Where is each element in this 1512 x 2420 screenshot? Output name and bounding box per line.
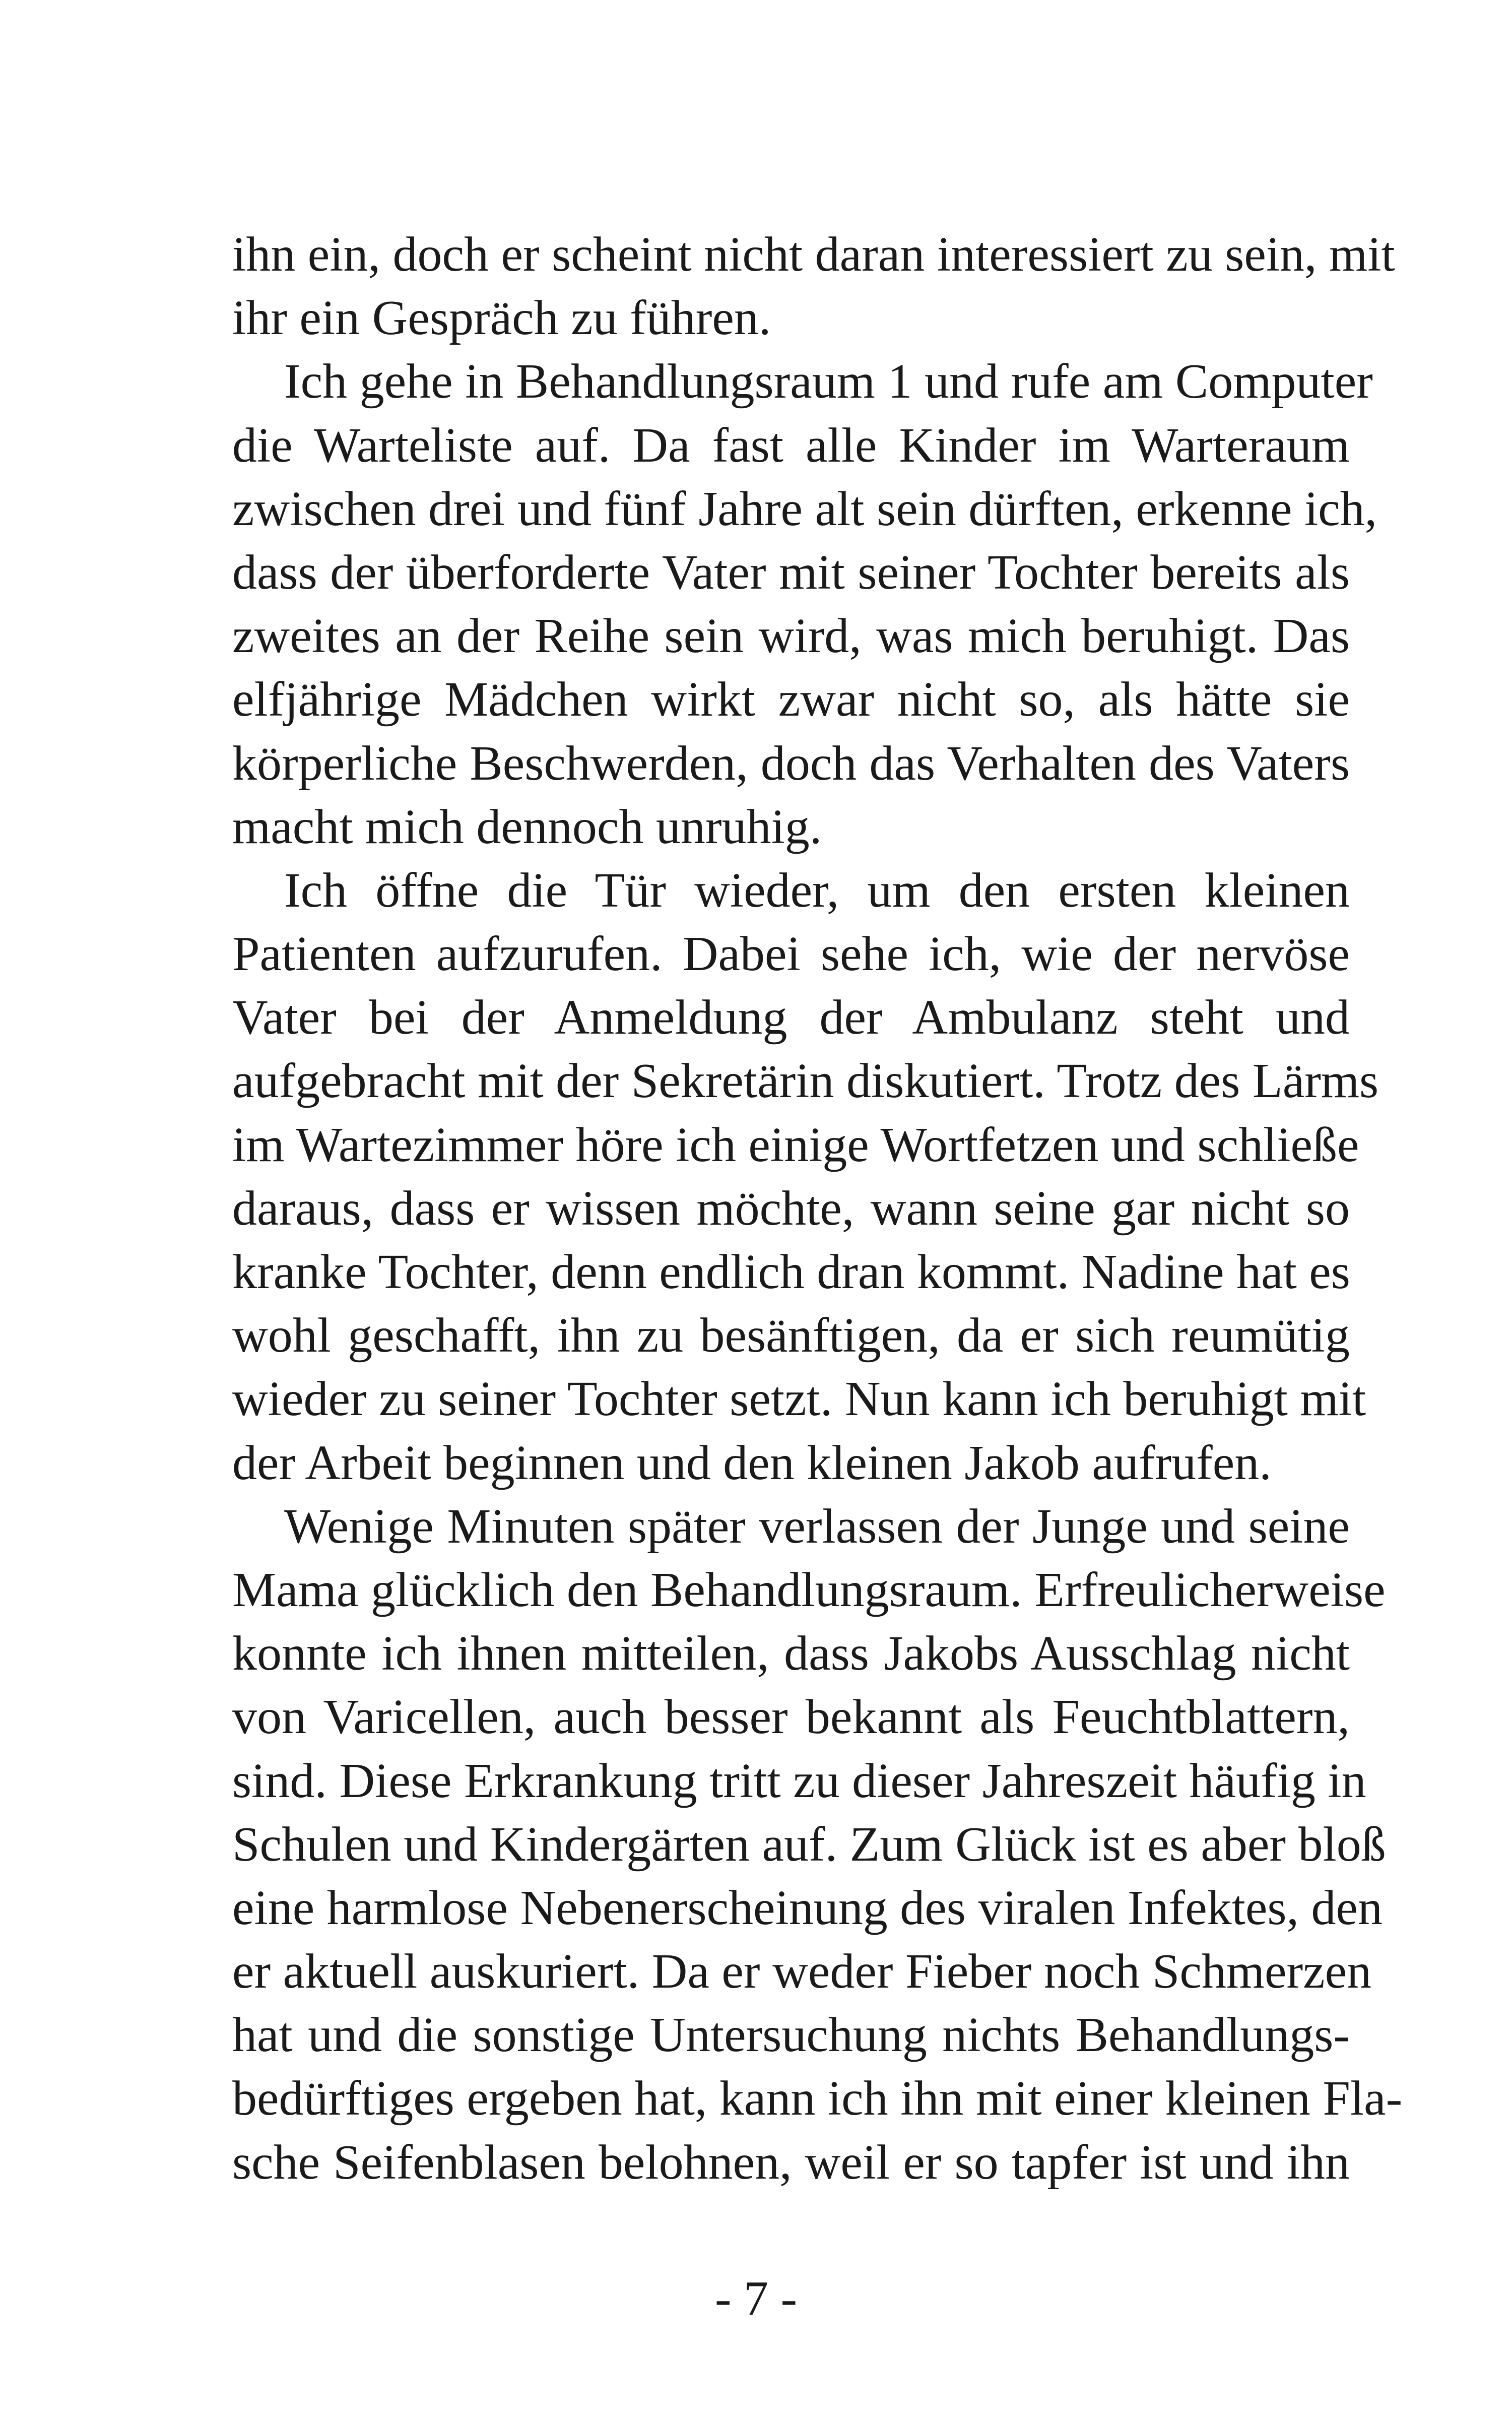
text-line: ihr ein Gespräch zu führen. bbox=[232, 291, 771, 346]
text-line: im Wartezimmer höre ich einige Wortfetzen und schließe bbox=[232, 1117, 1359, 1172]
text-line: wieder zu seiner Tochter setzt. Nun kann ich beruhigt mit bbox=[232, 1372, 1366, 1427]
text-line: Vater bei der Anmeldung der Ambulanz steht und bbox=[232, 990, 1350, 1045]
paragraph bbox=[232, 223, 1395, 350]
text-line: eine harmlose Nebenerscheinung des viralen Infektes, den bbox=[232, 1880, 1383, 1935]
paragraph bbox=[232, 1495, 1403, 2194]
text-line: zweites an der Reihe sein wird, was mich beruhigt. Das bbox=[232, 609, 1350, 664]
text-line: dass der überforderte Vater mit seiner Tochter bereits als bbox=[232, 545, 1350, 600]
text-line: wohl geschafft, ihn zu besänftigen, da er sich reumütig bbox=[232, 1308, 1350, 1363]
text-line: aufgebracht mit der Sekretärin diskutiert. Trotz des Lärms bbox=[232, 1054, 1379, 1109]
text-line: er aktuell auskuriert. Da er weder Fieber noch Schmerzen bbox=[232, 1944, 1372, 1999]
page-number: - 7 - bbox=[714, 2271, 798, 2326]
text-line: konnte ich ihnen mitteilen, dass Jakobs Ausschlag nicht bbox=[232, 1626, 1350, 1681]
text-line: Ich öffne die Tür wieder, um den ersten kleinen bbox=[284, 863, 1350, 918]
text-line: daraus, dass er wissen möchte, wann seine gar nicht so bbox=[232, 1181, 1350, 1236]
paragraph bbox=[232, 859, 1379, 1495]
text-line: elfjährige Mädchen wirkt zwar nicht so, als hätte sie bbox=[232, 672, 1350, 727]
text-line: sind. Diese Erkrankung tritt zu dieser Jahreszeit häufig in bbox=[232, 1753, 1366, 1808]
text-line: kranke Tochter, denn endlich dran kommt. Nadine hat es bbox=[232, 1245, 1350, 1299]
text-line: der Arbeit beginnen und den kleinen Jakob aufrufen. bbox=[232, 1435, 1272, 1490]
text-line: Mama glücklich den Behandlungsraum. Erfreulicherweise bbox=[232, 1562, 1386, 1617]
text-line: bedürftiges ergeben hat, kann ich ihn mit einer kleinen Fla- bbox=[232, 2071, 1403, 2126]
text-line: Patienten aufzurufen. Dabei sehe ich, wie der nervöse bbox=[232, 927, 1350, 982]
text-line: Schulen und Kindergärten auf. Zum Glück ist es aber bloß bbox=[232, 1817, 1386, 1872]
text-line: Wenige Minuten später verlassen der Junge und seine bbox=[284, 1499, 1350, 1554]
text-line: macht mich dennoch unruhig. bbox=[232, 799, 822, 854]
text-line: die Warteliste auf. Da fast alle Kinder im Warteraum bbox=[232, 418, 1350, 473]
text-line: hat und die sonstige Untersuchung nichts Behandlungs- bbox=[232, 2008, 1350, 2063]
text-line: ihn ein, doch er scheint nicht daran interessiert zu sein, mit bbox=[232, 227, 1395, 282]
paragraph bbox=[232, 350, 1377, 859]
body-text bbox=[232, 223, 1403, 2194]
text-line: sche Seifenblasen belohnen, weil er so tapfer ist und ihn bbox=[232, 2135, 1350, 2190]
text-line: Ich gehe in Behandlungsraum 1 und rufe am Computer bbox=[284, 354, 1373, 409]
text-line: zwischen drei und fünf Jahre alt sein dürften, erkenne ich, bbox=[232, 481, 1377, 536]
text-line: von Varicellen, auch besser bekannt als Feuchtblattern, bbox=[232, 1690, 1350, 1745]
text-line: körperliche Beschwerden, doch das Verhalten des Vaters bbox=[232, 736, 1350, 791]
